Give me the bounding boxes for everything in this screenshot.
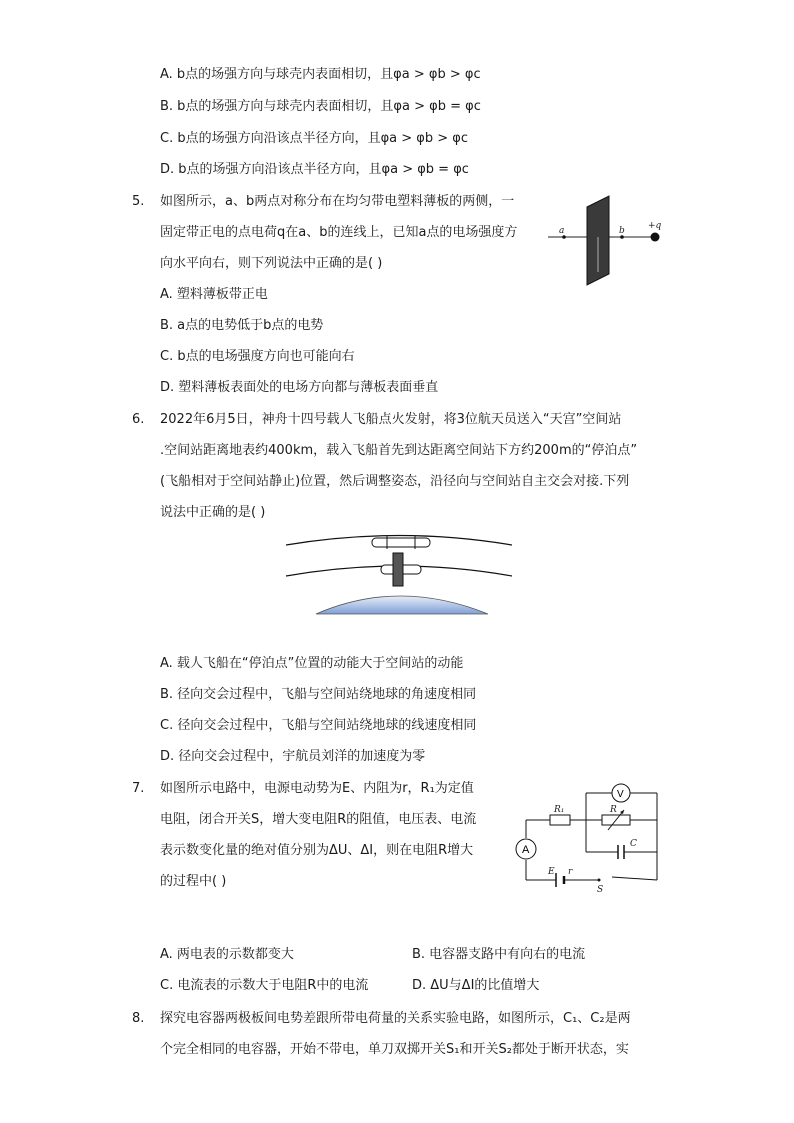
label-a: a: [559, 226, 565, 236]
q6-text-line: .空间站距离地表约400km，载入飞船首先到达距离空间站下方约200m的“停泊点”: [160, 443, 638, 458]
q7-option-b: B. 电容器支路中有向右的电流: [412, 947, 586, 962]
q8-number: 8.: [132, 1011, 145, 1026]
q7-text-line: 的过程中( ): [160, 874, 227, 889]
charge-q: [651, 233, 660, 242]
q5-option-c: C. b点的电场强度方向也可能向右: [160, 349, 355, 364]
q5-text-line: 固定带正电的点电荷q在a、b的连线上，已知a点的电场强度方: [160, 225, 518, 240]
q6-text-line: 说法中正确的是( ): [160, 505, 266, 520]
q8-text-line: 个完全相同的电容器，开始不带电，单刀双掷开关S₁和开关S₂都处于断开状态，实: [160, 1042, 629, 1057]
q8-text-line: 探究电容器两极板间电势差跟所带电荷量的关系实验电路，如图所示，C₁、C₂是两: [160, 1011, 631, 1026]
r-label: R: [610, 805, 617, 815]
q7-number: 7.: [132, 781, 145, 796]
q5-option-d: D. 塑料薄板表面处的电场方向都与薄板表面垂直: [160, 380, 439, 395]
earth: [316, 596, 488, 614]
ammeter-label: A: [522, 844, 530, 856]
q5-number: 5.: [132, 194, 145, 209]
q6-option-c: C. 径向交会过程中，飞船与空间站绕地球的线速度相同: [160, 718, 477, 733]
q6-option-d: D. 径向交会过程中，宇航员刘洋的加速度为零: [160, 749, 426, 764]
q6-option-a: A. 载人飞船在“停泊点”位置的动能大于空间站的动能: [160, 656, 464, 671]
resistor-r1: [550, 815, 570, 825]
spacecraft: [381, 553, 421, 586]
q4-option-b: B. b点的场强方向与球壳内表面相切，且φa > φb = φc: [160, 99, 481, 114]
q5-option-a: A. 塑料薄板带正电: [160, 287, 268, 302]
c-label: C: [630, 839, 637, 849]
label-q: +q: [648, 221, 662, 231]
q4-option-c: C. b点的场强方向沿该点半径方向，且φa > φb > φc: [160, 131, 469, 146]
q5-text-line: 向水平向右，则下列说法中正确的是( ): [160, 256, 383, 271]
q4-option-d: D. b点的场强方向沿该点半径方向，且φa > φb = φc: [160, 162, 469, 177]
q7-option-d: D. ΔU与ΔI的比值增大: [412, 978, 540, 993]
q7-text-line: 电阻，闭合开关S，增大变电阻R的阻值，电压表、电流: [160, 812, 477, 827]
r1-label: R₁: [554, 805, 565, 815]
r-internal-label: r: [568, 867, 573, 877]
q7-option-a: A. 两电表的示数都变大: [160, 947, 294, 962]
voltmeter-label: V: [617, 789, 624, 800]
q4-option-a: A. b点的场强方向与球壳内表面相切，且φa > φb > φc: [160, 67, 481, 82]
q7-text-line: 如图所示电路中，电源电动势为E、内阻为r，R₁为定值: [160, 781, 474, 796]
q7-circuit-figure: [512, 782, 662, 895]
s-label: S: [597, 885, 604, 895]
q6-text-line: (飞船相对于空间站静止)位置，然后调整姿态，沿径向与空间站自主交会对接.下列: [160, 474, 630, 489]
q6-option-b: B. 径向交会过程中，飞船与空间站绕地球的角速度相同: [160, 687, 477, 702]
q6-text-line: 2022年6月5日，神舟十四号载人飞船点火发射，将3位航天员送入“天宫”空间站: [160, 412, 622, 427]
q6-orbit-figure: [283, 528, 515, 618]
q6-number: 6.: [132, 412, 145, 427]
q7-text-line: 表示数变化量的绝对值分别为ΔU、ΔI，则在电阻R增大: [160, 843, 474, 858]
space-station: [372, 536, 430, 549]
q5-option-b: B. a点的电势低于b点的电势: [160, 318, 324, 333]
q7-option-c: C. 电流表的示数大于电阻R中的电流: [160, 978, 369, 993]
e-label: E: [548, 867, 555, 877]
q5-plate-figure: [548, 190, 668, 290]
q5-text-line: 如图所示，a、b两点对称分布在均匀带电塑料薄板的两侧，一: [160, 194, 515, 209]
label-b: b: [619, 226, 625, 236]
